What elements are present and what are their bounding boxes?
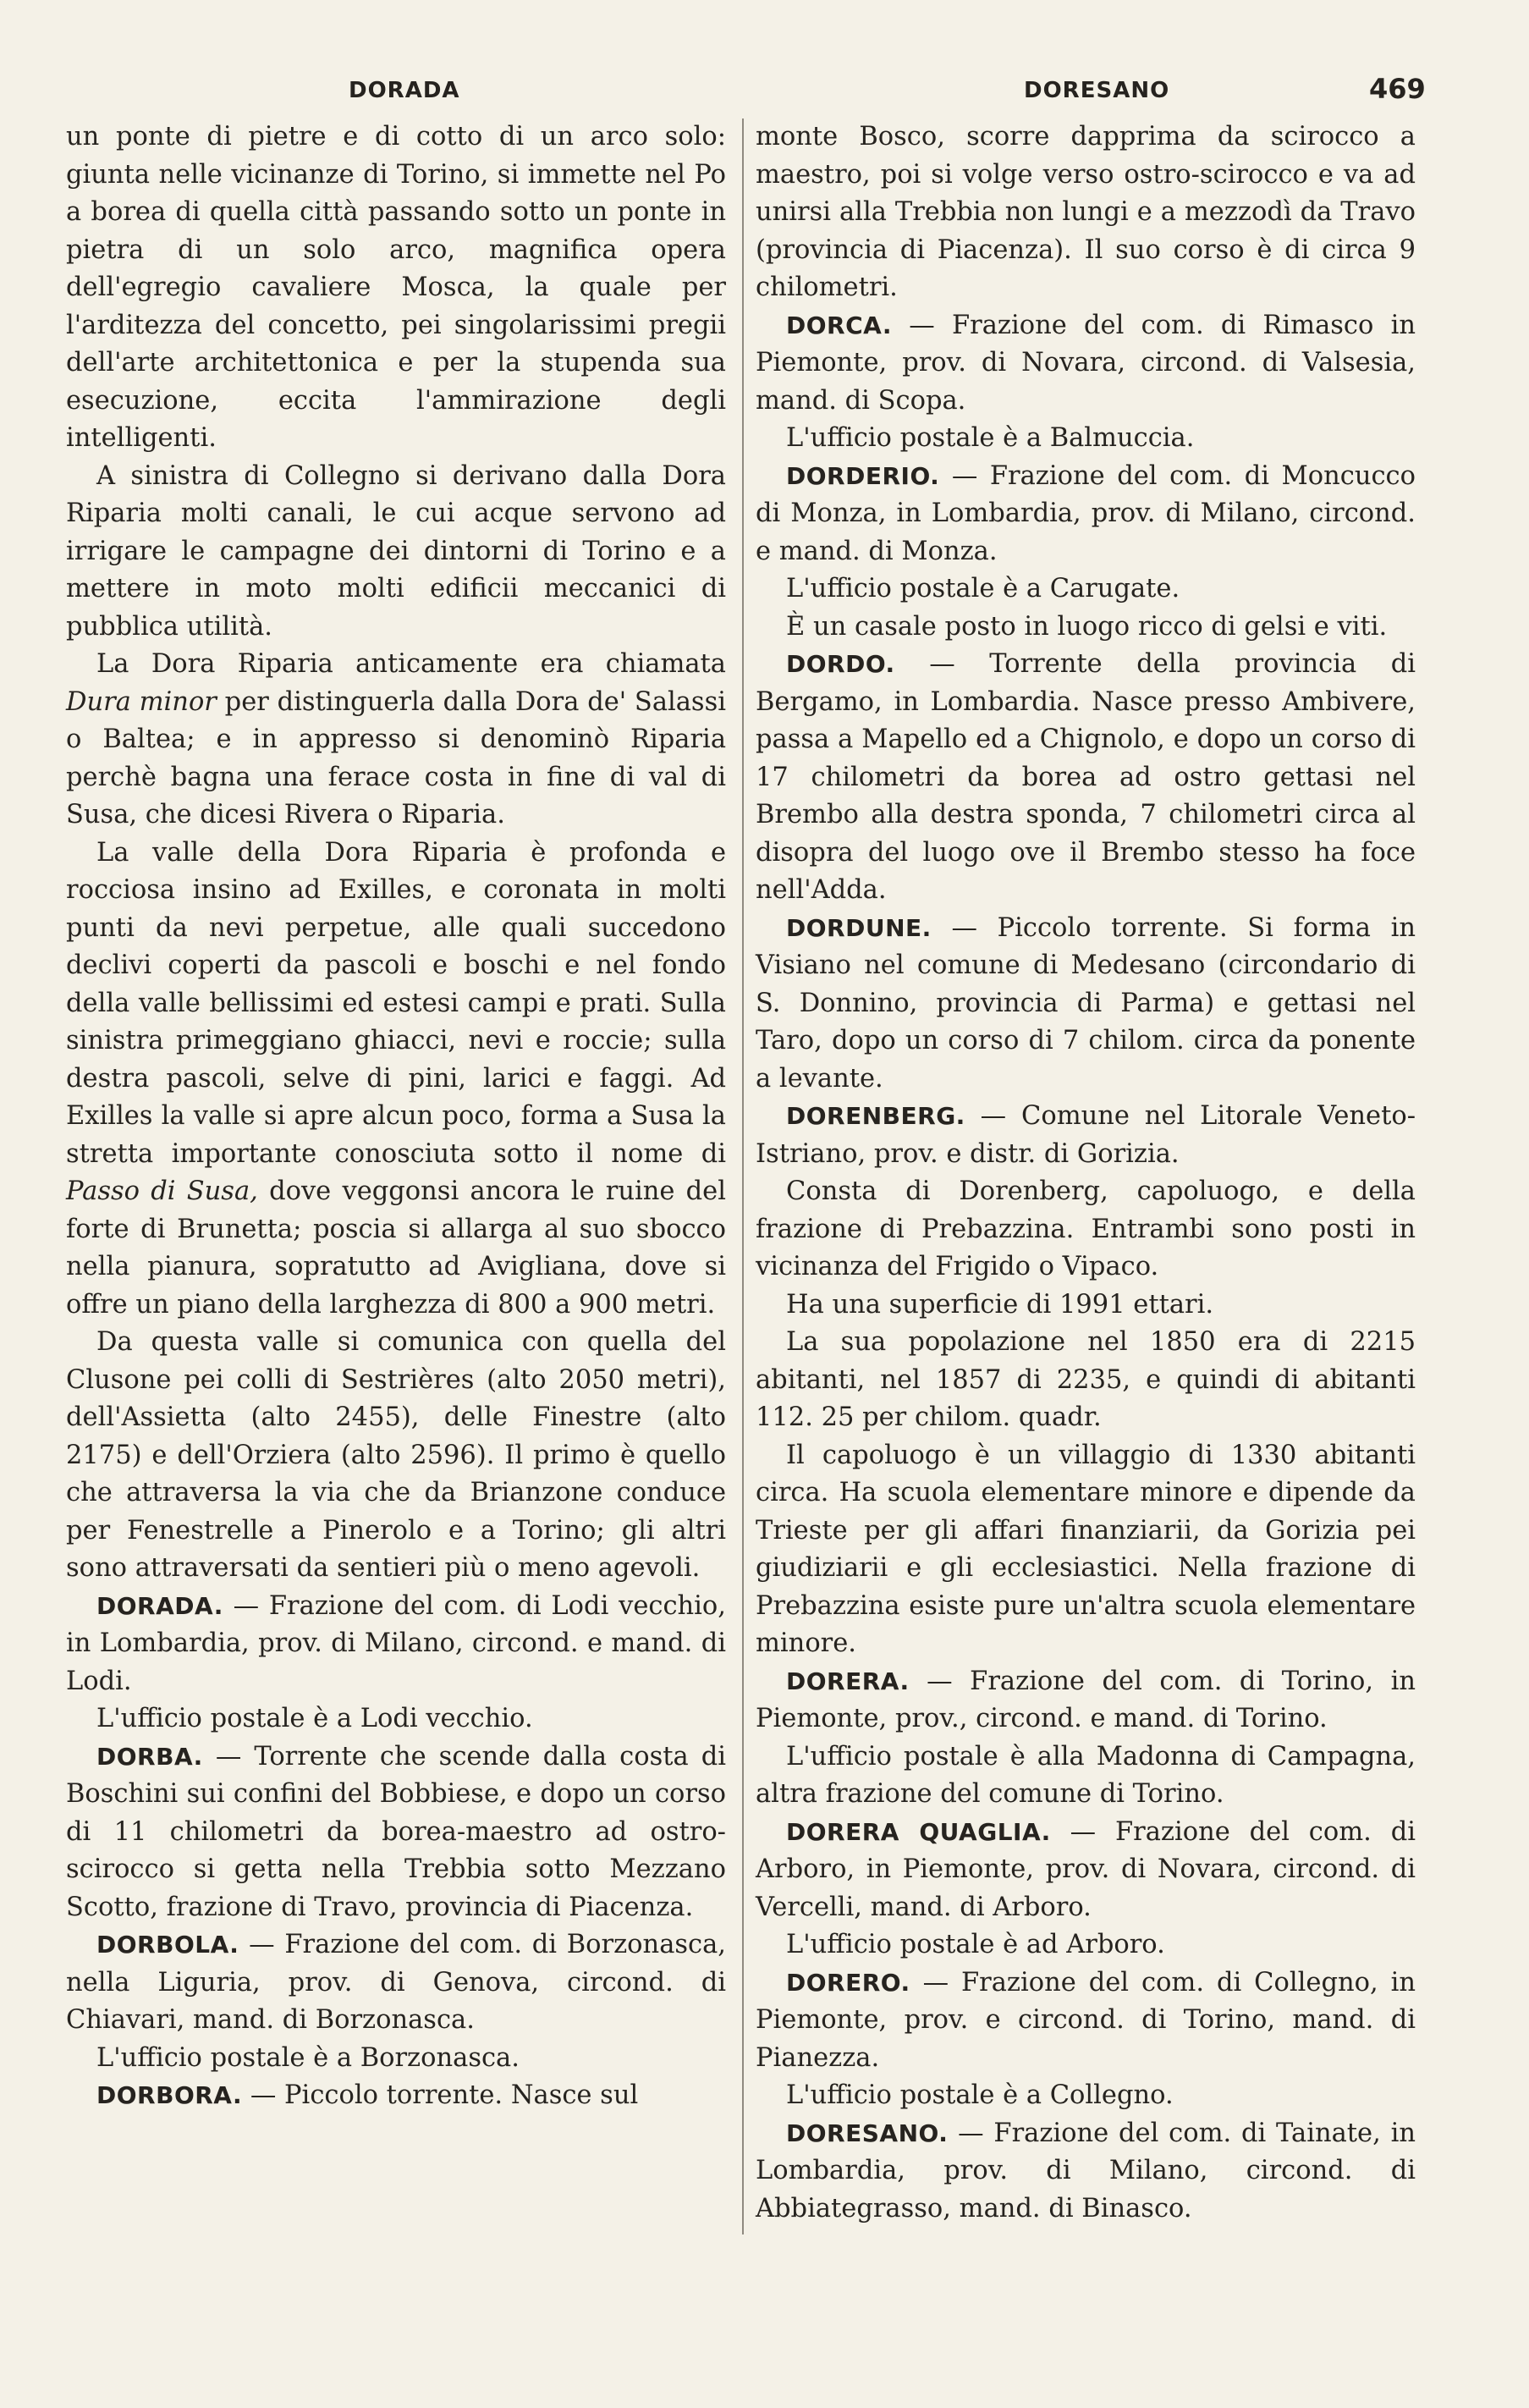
entry-paragraph: Il capoluogo è un villaggio di 1330 abitanti circa. Ha scuola elementare minore e dipende da Trieste per gli affari finanziarii, da Gorizia pei giudiziarii e gli ecclesiastici. Nella frazione di Prebazzina esiste pure un'altra scuola elementare minore. xyxy=(756,1440,1416,1658)
entry-note: È un casale posto in luogo ricco di gelsi e viti. xyxy=(786,611,1388,642)
entry-paragraph: Consta di Dorenberg, capoluogo, e della frazione di Prebazzina. Entrambi sono posti in vicinanza del Frigido o Vipaco. xyxy=(756,1176,1416,1281)
entry-dorera-quaglia xyxy=(756,1814,1416,1927)
entry-postal: L'ufficio postale è a Lodi vecchio. xyxy=(96,1704,533,1733)
page-number: 469 xyxy=(1369,73,1426,105)
entry-postal: L'ufficio postale è a Carugate. xyxy=(786,574,1180,603)
entry-dorbora xyxy=(66,2077,726,2115)
entry-text: — Piccolo torrente. Si forma in Visiano nel comune di Medesano (circondario di S. Donnino, provincia di Parma) e gettasi nel Taro, dopo un corso di 7 chilom. circa da ponente a levante. xyxy=(756,912,1416,1094)
entry-paragraph: Ha una superficie di 1991 ettari. xyxy=(786,1289,1214,1320)
running-head-right: DORESANO xyxy=(1024,78,1170,103)
entry-doresano xyxy=(756,2115,1416,2229)
entry-text: — Frazione del com. di Collegno, in Piemonte, prov. e circond. di Torino, mand. di Pianezza. xyxy=(756,1967,1416,2073)
headword: DORADA. xyxy=(96,1591,223,1620)
paragraph-colli: Da questa valle si comunica con quella del Clusone pei colli di Sestrières (alto 2050 metri), dell'Assietta (alto 2455), delle Finestre (alto 2175) e dell'Orziera (alto 2596). Il primo è quello che attraversa la via che da Brianzone conduce per Fenestrelle a Pinerolo e a Torino; gli altri sono attraversati da sentieri più o meno agevoli. xyxy=(66,1327,726,1583)
headword: DORERO. xyxy=(786,1968,910,1997)
italic-term: Dura minor xyxy=(66,686,217,717)
headword: DORERA. xyxy=(786,1667,910,1695)
entry-dorba xyxy=(66,1738,726,1927)
entry-postal: L'ufficio postale è a Collegno. xyxy=(786,2080,1174,2110)
running-head-left: DORADA xyxy=(349,78,460,103)
entry-text: — Frazione del com. di Lodi vecchio, in Lombardia, prov. di Milano, circond. e mand. di Lodi. xyxy=(66,1590,726,1696)
entry-dorca xyxy=(756,307,1416,421)
entry-postal: L'ufficio postale è a Borzonasca. xyxy=(96,2042,520,2073)
right-column xyxy=(756,118,1416,2228)
entry-text: — Piccolo torrente. Nasce sul xyxy=(250,2080,639,2110)
entry-text: — Frazione del com. di Rimasco in Piemonte, prov. di Novara, circond. di Valsesia, mand. di Scopa. xyxy=(756,310,1416,416)
text: dove veggonsi ancora le ruine del forte di Brunetta; poscia si allarga al suo sbocco nella pianura, sopratutto ad Avigliana, dove si offre un piano della larghezza di 800 a 900 metri. xyxy=(66,1176,726,1320)
entry-text: — Frazione del com. di Torino, in Piemonte, prov., circond. e mand. di Torino. xyxy=(756,1666,1416,1733)
entry-postal: L'ufficio postale è alla Madonna di Campagna, altra frazione del comune di Torino. xyxy=(756,1741,1416,1809)
headword: DORENBERG. xyxy=(786,1102,965,1130)
headword: DORDUNE. xyxy=(786,913,932,942)
entry-dorada xyxy=(66,1588,726,1701)
column-divider xyxy=(742,118,744,2234)
entry-text: — Frazione del com. di Arboro, in Piemonte, prov. di Novara, circond. di Vercelli, mand. di Arboro. xyxy=(756,1816,1416,1922)
entry-text: — Comune nel Litorale Veneto-Istriano, prov. e distr. di Gorizia. xyxy=(756,1101,1416,1169)
entry-dordo xyxy=(756,646,1416,910)
headword: DORDO. xyxy=(786,650,895,678)
continuation-paragraph: un ponte di pietre e di cotto di un arco solo: giunta nelle vicinanze di Torino, si immette nel Po a borea di quella città passando sotto un ponte in pietra di un solo arco, magnifica opera dell'egregio cavaliere Mosca, la quale per l'arditezza del concetto, pei singolarissimi pregii dell'arte architettonica e per la stupenda sua esecuzione, eccita l'ammirazione degli intelligenti. xyxy=(66,122,726,453)
paragraph-valle xyxy=(66,835,726,1325)
text: per distinguerla dalla Dora de' Salassi o Baltea; e in appresso si denominò Riparia perchè bagna una ferace costa in fine di val di Susa, che dicesi Rivera o Riparia. xyxy=(66,686,726,829)
headword: DORBA. xyxy=(96,1742,203,1771)
headword: DORDERIO. xyxy=(786,461,940,490)
entry-dordune xyxy=(756,910,1416,1099)
entry-text: — Torrente che scende dalla costa di Boschini sui confini del Bobbiese, e dopo un corso di 11 chilometri da borea-maestro ad ostro-scirocco si getta nella Trebbia sotto Mezzano Scotto, frazione di Travo, provincia di Piacenza. xyxy=(66,1741,726,1922)
headword: DORBOLA. xyxy=(96,1931,239,1959)
entry-dorero xyxy=(756,1964,1416,2078)
headword: DORESANO. xyxy=(786,2119,949,2147)
entry-text: — Torrente della provincia di Bergamo, in Lombardia. Nasce presso Ambivere, passa a Mapello ed a Chignolo, e dopo un corso di 17 chilometri da borea ad ostro gettasi nel Brembo alla destra sponda, 7 chilometri circa al disopra del luogo ove il Brembo stesso ha foce nell'Adda. xyxy=(756,649,1416,905)
entry-postal: L'ufficio postale è a Balmuccia. xyxy=(786,423,1195,453)
text: La Dora Riparia anticamente era chiamata xyxy=(96,649,726,679)
entry-paragraph: La sua popolazione nel 1850 era di 2215 abitanti, nel 1857 di 2235, e quindi di abitanti 112. 25 per chilom. quadr. xyxy=(756,1327,1416,1432)
entry-postal: L'ufficio postale è ad Arboro. xyxy=(786,1930,1165,1959)
headword: DORCA. xyxy=(786,311,892,339)
entry-dorera xyxy=(756,1663,1416,1738)
entry-dorderio xyxy=(756,458,1416,571)
italic-term: Passo di Susa, xyxy=(66,1176,258,1206)
entry-dorenberg xyxy=(756,1098,1416,1173)
headword: DORBORA. xyxy=(96,2081,243,2109)
text: La valle della Dora Riparia è profonda e rocciosa insino ad Exilles, e coronata in molti punti da nevi perpetue, alle quali succedono declivi coperti da pascoli e boschi e nel fondo della valle bellissimi ed estesi campi e prati. Sulla sinistra primeggiano ghiacci, nevi e roccie; sulla destra pascoli, selve di pini, larici e faggi. Ad Exilles la valle si apre alcun poco, forma a Susa la stretta importante conosciuta sotto il nome di xyxy=(66,837,726,1169)
entry-text: — Frazione del com. di Borzonasca, nella Liguria, prov. di Genova, circond. di Chiavari, mand. di Borzonasca. xyxy=(66,1930,726,2035)
headword: DORERA QUAGLIA. xyxy=(786,1817,1051,1846)
entry-dorbola xyxy=(66,1926,726,2040)
entry-text: — Frazione del com. di Tainate, in Lombardia, prov. di Milano, circond. di Abbiategrasso, mand. di Binasco. xyxy=(756,2118,1416,2223)
entry-text: — Frazione del com. di Moncucco di Monza, in Lombardia, prov. di Milano, circond. e mand. di Monza. xyxy=(756,460,1416,566)
paragraph-canali: A sinistra di Collegno si derivano dalla Dora Riparia molti canali, le cui acque servono ad irrigare le campagne dei dintorni di Torino e a mettere in moto molti edificii meccanici di pubblica utilità. xyxy=(66,460,726,642)
left-column xyxy=(66,118,726,2115)
paragraph-dora-riparia-name xyxy=(66,646,726,835)
continuation-paragraph: monte Bosco, scorre dapprima da scirocco a maestro, poi si volge verso ostro-scirocco e va ad unirsi alla Trebbia non lungi e a mezzodì da Travo (provincia di Piacenza). Il suo corso è di circa 9 chilometri. xyxy=(756,122,1416,302)
